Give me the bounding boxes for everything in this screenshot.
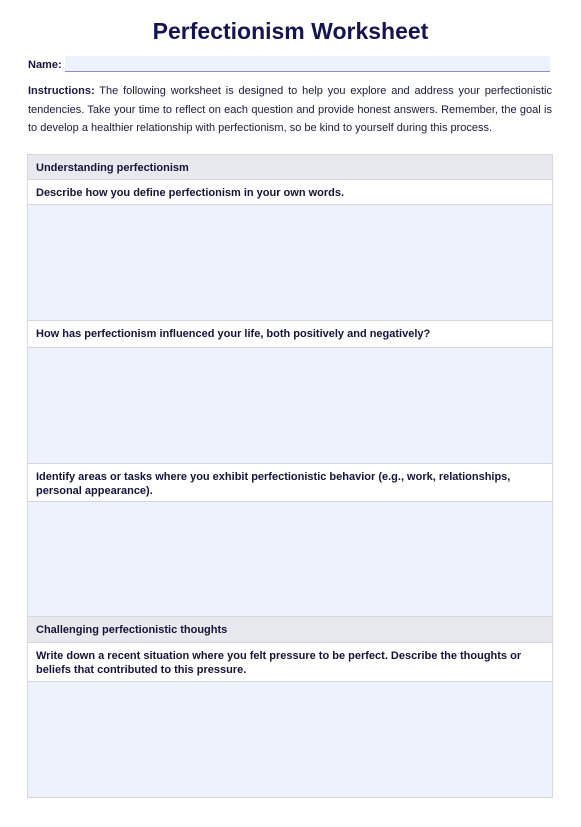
worksheet-table xyxy=(27,154,553,798)
name-input[interactable] xyxy=(65,56,550,72)
instructions-text: The following worksheet is designed to help you explore and address your perfectionistic tendencies. Take your time to reflect on each question and provide honest answers. Remember, the goal is to develop a healthier relationship with perfectionism, so be kind to yourself during this process. xyxy=(28,85,552,134)
section-header-challenging: Challenging perfectionistic thoughts xyxy=(28,617,552,643)
answer-box-recent-pressure-situation[interactable] xyxy=(28,682,552,797)
name-label: Name: xyxy=(28,59,62,71)
name-row xyxy=(28,56,550,73)
answer-box-perfectionistic-areas[interactable] xyxy=(28,502,552,617)
question-influence-on-life: How has perfectionism influenced your life, both positively and negatively? xyxy=(28,321,552,348)
page-title: Perfectionism Worksheet xyxy=(152,18,429,44)
question-recent-pressure-situation: Write down a recent situation where you felt pressure to be perfect. Describe the thoughts or beliefs that contributed to this pressure. xyxy=(28,643,552,682)
answer-box-influence-on-life[interactable] xyxy=(28,348,552,464)
answer-box-define-perfectionism[interactable] xyxy=(28,205,552,321)
question-perfectionistic-areas: Identify areas or tasks where you exhibit perfectionistic behavior (e.g., work, relationships, personal appearance). xyxy=(28,464,552,502)
section-header-understanding: Understanding perfectionism xyxy=(28,155,552,180)
instructions-paragraph xyxy=(28,82,552,138)
question-define-perfectionism: Describe how you define perfectionism in your own words. xyxy=(28,180,552,205)
instructions-label: Instructions: xyxy=(28,85,95,97)
